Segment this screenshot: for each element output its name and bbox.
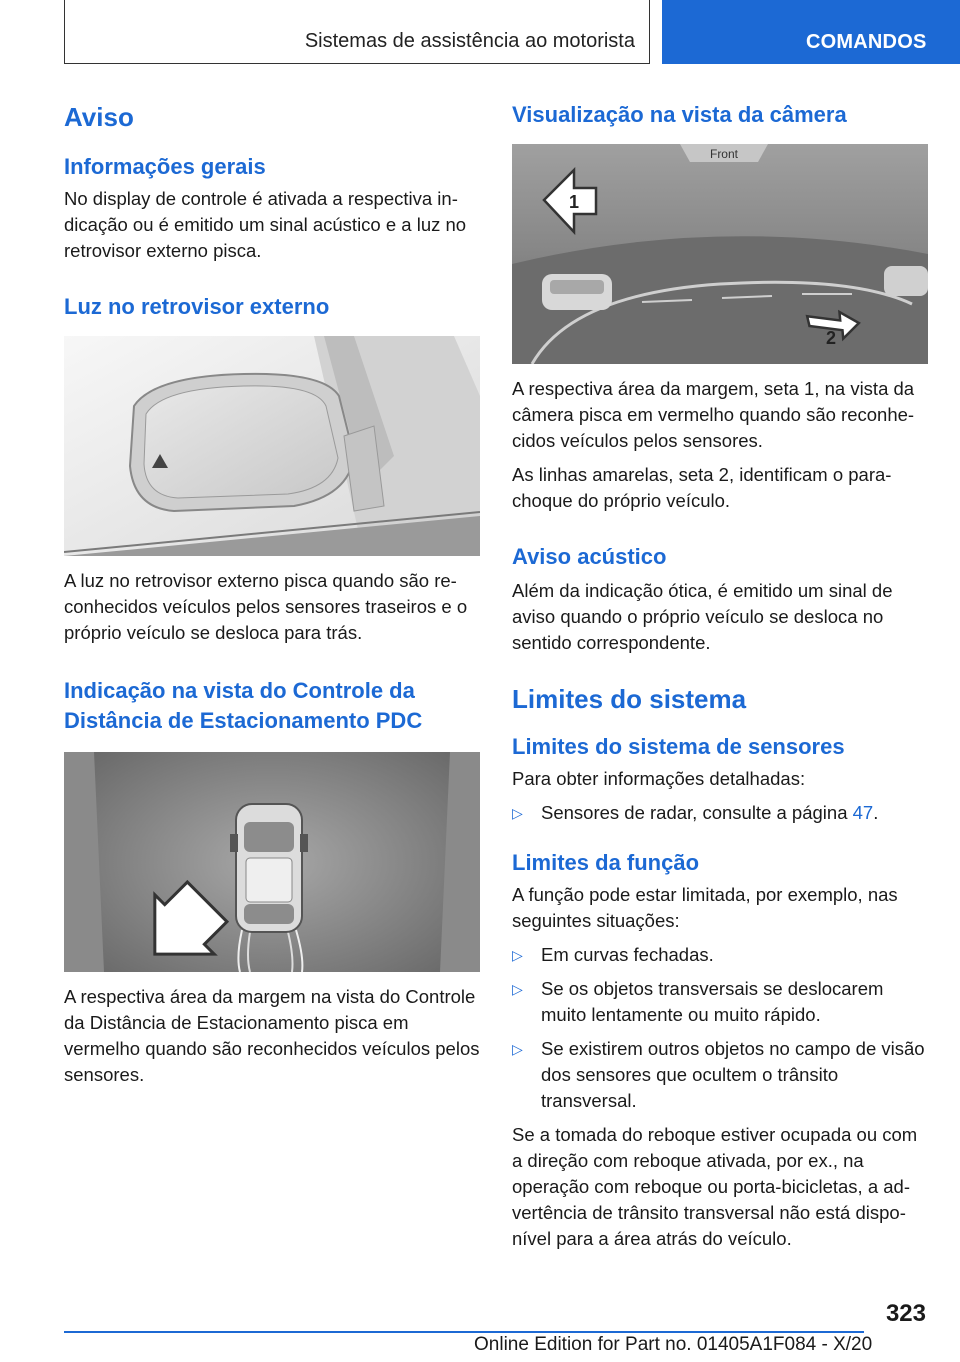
funcao-item-text: Se os objetos transversais se deslocarem muito lentamente ou muito rápido. — [541, 978, 884, 1025]
sensores-item-text: Sensores de radar, consulte a página — [541, 802, 853, 823]
list-item — [512, 800, 928, 826]
edition-note: Online Edition for Part no. 01405A1F084 - X/20 — [474, 1334, 873, 1355]
camera-view-illustration — [512, 144, 928, 364]
paragraph-pdc: A respectiva área da margem na vista do Controle da Distância de Estacionamento pisca em vermelho quando são reconhecidos veículos pelos sensores. — [64, 986, 480, 1085]
left-column — [64, 100, 480, 1088]
list-item — [512, 976, 928, 1028]
section-title: Sistemas de assistência ao motorista — [304, 30, 635, 52]
mirror-illustration — [64, 336, 480, 556]
heading-aviso-acustico: Aviso acústico — [512, 544, 667, 569]
paragraph-luz: A luz no retrovisor externo pisca quando são reconhecidos veículos pelos sensores traseiros e o próprio veículo se desloca para trás. — [64, 570, 468, 643]
page-link-47[interactable]: 47 — [852, 802, 874, 823]
sensores-list — [512, 800, 928, 826]
heading-aviso: Aviso — [64, 102, 134, 132]
list-item — [512, 1036, 928, 1114]
heading-informacoes-gerais: Informações gerais — [64, 154, 266, 179]
funcao-list — [512, 942, 928, 1114]
funcao-item-text: Se existirem outros objetos no campo de visão dos sensores que ocultem o trânsito transversal. — [541, 1038, 925, 1111]
list-item — [512, 942, 928, 968]
page-number: 323 — [885, 1300, 926, 1327]
footer-divider — [64, 1331, 864, 1333]
triangle-bullet-icon: ▷ — [512, 805, 523, 821]
paragraph-informacoes: No display de controle é ativada a respectiva indicação ou é emitido um sinal acústico e a luz no retrovisor externo pisca. — [64, 188, 467, 261]
chapter-tab[interactable] — [662, 0, 960, 64]
heading-limites-sistema: Limites do sistema — [512, 684, 747, 714]
right-column — [512, 100, 928, 1252]
triangle-bullet-icon: ▷ — [512, 1041, 523, 1057]
heading-limites-sensores: Limites do sistema de sensores — [512, 734, 845, 759]
paragraph-funcao: A função pode estar limitada, por exemplo, nas seguintes situações: — [512, 884, 898, 931]
funcao-item-text: Em curvas fechadas. — [541, 944, 714, 965]
paragraph-camera-2: As linhas amarelas, seta 2, identificam o para-choque do próprio veículo. — [512, 464, 892, 511]
chapter-tab-label: COMANDOS — [806, 31, 927, 53]
heading-limites-funcao: Limites da função — [512, 850, 700, 875]
front-label: Front — [709, 147, 739, 161]
arrow-1-label: 1 — [569, 192, 580, 212]
paragraph-final: Se a tomada do reboque estiver ocupada ou com a direção com reboque ativada, por ex., na operação com reboque ou porta-bicicletas, a advertência de trânsito transversal não está disponível para a área atrás do veículo. — [512, 1124, 918, 1249]
triangle-bullet-icon: ▷ — [512, 981, 523, 997]
paragraph-acustico: Além da indicação ótica, é emitido um sinal de aviso quando o próprio veículo se desloca no sentido correspondente. — [512, 580, 893, 653]
paragraph-sensores: Para obter informações detalhadas: — [512, 768, 806, 789]
arrow-2-label: 2 — [826, 328, 837, 348]
heading-luz-retrovisor: Luz no retrovisor externo — [64, 294, 330, 319]
triangle-bullet-icon: ▷ — [512, 947, 523, 963]
sensores-item-end: . — [873, 802, 879, 823]
paragraph-camera-1: A respectiva área da margem, seta 1, na vista da câmera pisca em vermelho quando são reconhecidos veículos pelos sensores. — [512, 378, 915, 451]
heading-camera: Visualização na vista da câmera — [512, 102, 847, 127]
header-section-box — [64, 0, 650, 64]
pdc-illustration — [64, 752, 480, 972]
heading-pdc: Indicação na vista do Controle da Distância de Estacionamento PDC — [64, 678, 423, 733]
